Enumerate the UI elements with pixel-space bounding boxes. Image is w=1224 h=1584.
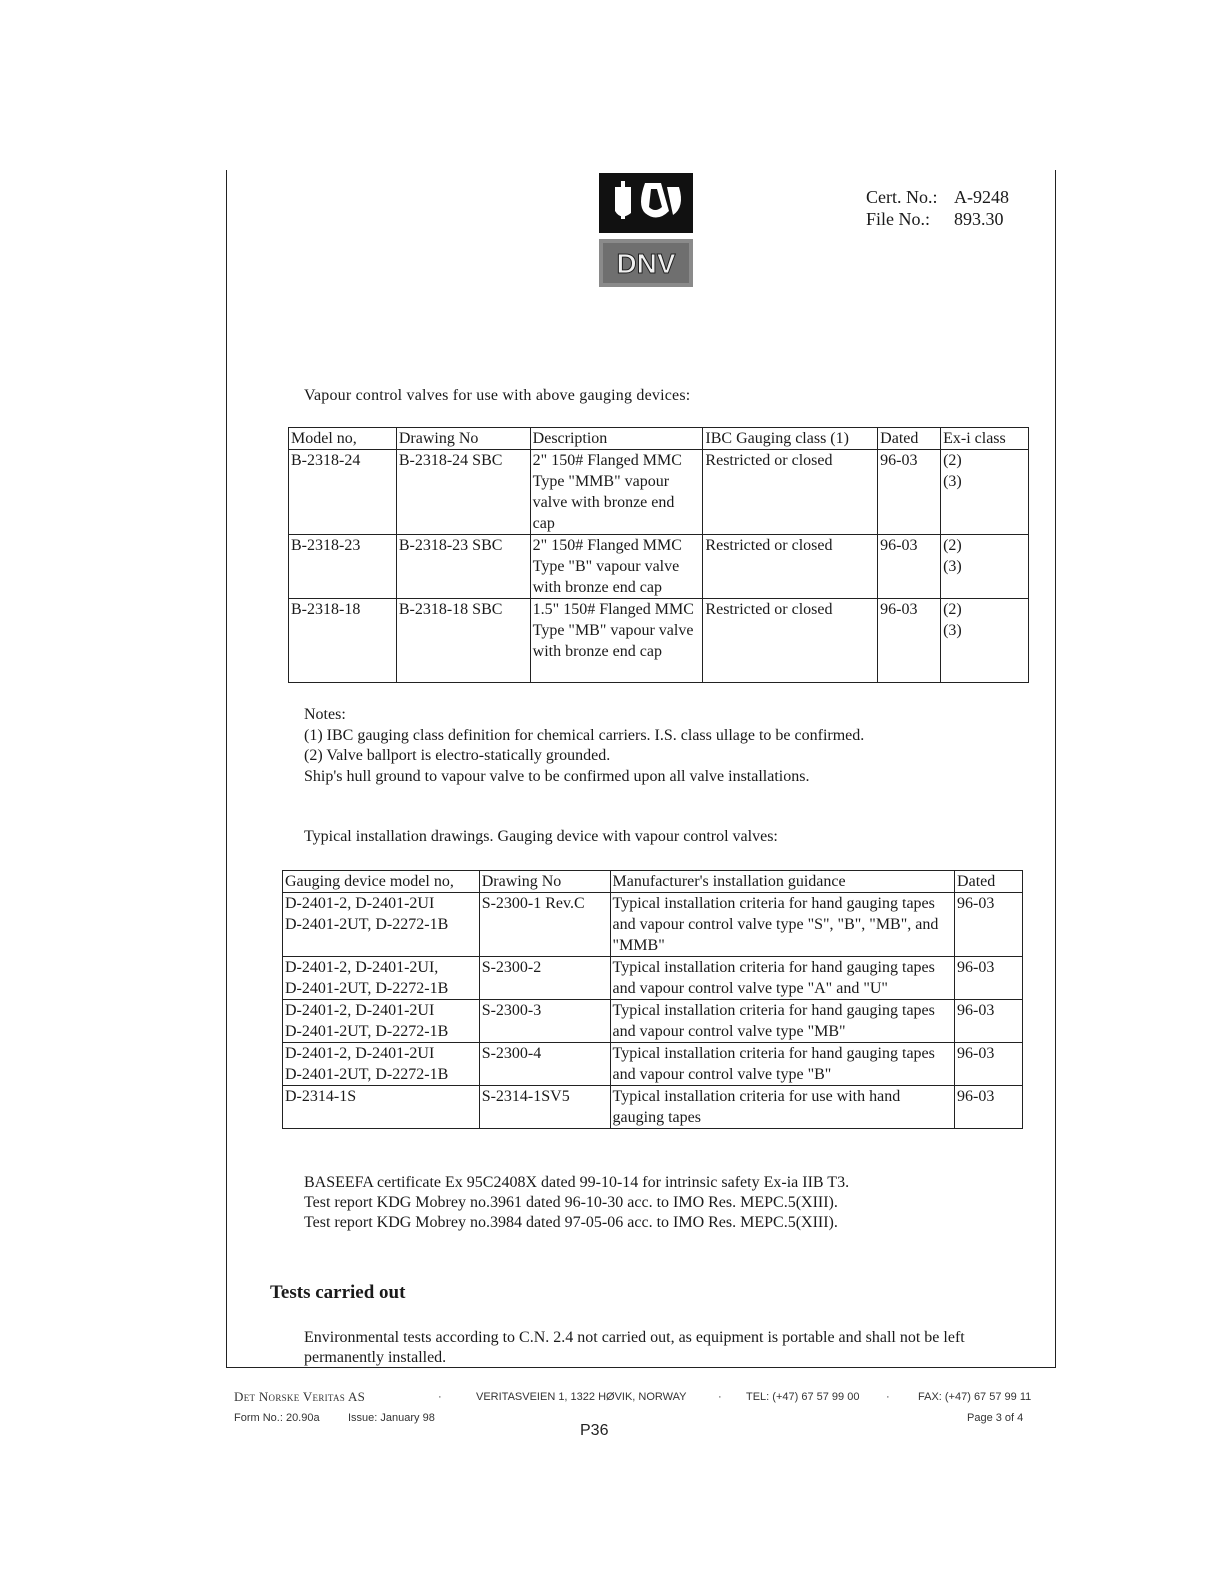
- table-row: [283, 1043, 1023, 1086]
- col-dated: Dated: [878, 428, 941, 450]
- col-description: Description: [530, 428, 703, 450]
- file-no-value: 893.30: [954, 209, 1004, 229]
- cell-drawing: S-2300-4: [479, 1043, 610, 1086]
- tests-section-text: Environmental tests according to C.N. 2.4 not carried out, as equipment is portable and shall not be left permanently installed.: [304, 1329, 965, 1366]
- cell-model: D-2401-2, D-2401-2UI D-2401-2UT, D-2272-1B: [283, 893, 480, 957]
- col-dated: Dated: [955, 871, 1023, 893]
- footer-separator: ·: [438, 1391, 442, 1403]
- cell-model: D-2401-2, D-2401-2UI D-2401-2UT, D-2272-1B: [283, 1043, 480, 1086]
- cell-drawing: S-2300-1 Rev.C: [479, 893, 610, 957]
- footer-issue: Issue: January 98: [348, 1412, 435, 1424]
- file-no-label: File No.:: [866, 209, 931, 229]
- cell-guidance: Typical installation criteria for use with hand gauging tapes: [610, 1086, 954, 1129]
- cell-drawing: B-2318-24 SBC: [396, 450, 530, 535]
- page-frame-right: [1055, 170, 1056, 1368]
- cell-exi: (2) (3): [941, 450, 1029, 535]
- table-row: [283, 1086, 1023, 1129]
- footer-separator: ·: [718, 1391, 722, 1403]
- cell-dated: 96-03: [955, 957, 1023, 1000]
- valve-table: [288, 427, 1029, 683]
- cell-model: D-2401-2, D-2401-2UI, D-2401-2UT, D-2272-1B: [283, 957, 480, 1000]
- cell-drawing: S-2300-2: [479, 957, 610, 1000]
- cell-ibc: Restricted or closed: [703, 450, 878, 535]
- certificate-line: BASEEFA certificate Ex 95C2408X dated 99-10-14 for intrinsic safety Ex-ia IIB T3.: [304, 1174, 850, 1191]
- cell-dated: 96-03: [878, 599, 941, 683]
- cell-drawing: S-2314-1SV5: [479, 1086, 610, 1129]
- table-row: [289, 450, 1029, 535]
- certificate-line: Test report KDG Mobrey no.3961 dated 96-10-30 acc. to IMO Res. MEPC.5(XIII).: [304, 1194, 838, 1211]
- notes-title: Notes:: [304, 706, 346, 723]
- table-row: [283, 957, 1023, 1000]
- cell-dated: 96-03: [878, 535, 941, 599]
- table-row: [289, 535, 1029, 599]
- cell-guidance: Typical installation criteria for hand gauging tapes and vapour control valve type "S", "B", "MB", and "MMB": [610, 893, 954, 957]
- table-row: [283, 1000, 1023, 1043]
- cell-ibc: Restricted or closed: [703, 599, 878, 683]
- cell-model: B-2318-24: [289, 450, 397, 535]
- cell-guidance: Typical installation criteria for hand gauging tapes and vapour control valve type "A" and "U": [610, 957, 954, 1000]
- valve-intro-text: Vapour control valves for use with above gauging devices:: [304, 387, 691, 404]
- col-exi: Ex-i class: [941, 428, 1029, 450]
- cell-dated: 96-03: [878, 450, 941, 535]
- col-ibc: IBC Gauging class (1): [703, 428, 878, 450]
- certificates-block: [304, 1173, 849, 1233]
- cell-guidance: Typical installation criteria for hand gauging tapes and vapour control valve type "MB": [610, 1000, 954, 1043]
- cell-description: 2" 150# Flanged MMC Type "MMB" vapour valve with bronze end cap: [530, 450, 703, 535]
- gauge-table-header: [283, 871, 1023, 893]
- cell-description: 2" 150# Flanged MMC Type "B" vapour valve with bronze end cap: [530, 535, 703, 599]
- col-drawing: Drawing No: [479, 871, 610, 893]
- col-guidance: Manufacturer's installation guidance: [610, 871, 954, 893]
- footer-separator: ·: [886, 1391, 890, 1403]
- cell-dated: 96-03: [955, 1000, 1023, 1043]
- cell-description: 1.5" 150# Flanged MMC Type "MB" vapour valve with bronze end cap: [530, 599, 703, 683]
- svg-text:DNV: DNV: [616, 248, 676, 279]
- cell-dated: 96-03: [955, 1043, 1023, 1086]
- cell-model: D-2314-1S: [283, 1086, 480, 1129]
- footer-tel: TEL: (+47) 67 57 99 00: [746, 1391, 860, 1403]
- valve-table-header: [289, 428, 1029, 450]
- footer-address: VERITASVEIEN 1, 1322 HØVIK, NORWAY: [476, 1391, 687, 1403]
- note-line: (1) IBC gauging class definition for chemical carriers. I.S. class ullage to be confirmed.: [304, 726, 865, 744]
- cell-drawing: B-2318-18 SBC: [396, 599, 530, 683]
- cell-ibc: Restricted or closed: [703, 535, 878, 599]
- cert-block: [866, 186, 1009, 230]
- cell-drawing: B-2318-23 SBC: [396, 535, 530, 599]
- col-gauging-model: Gauging device model no,: [283, 871, 480, 893]
- tests-section-title: Tests carried out: [270, 1282, 406, 1303]
- note-line: (2) Valve ballport is electro-statically grounded.: [304, 747, 611, 764]
- cell-drawing: S-2300-3: [479, 1000, 610, 1043]
- page-label: P36: [580, 1422, 609, 1439]
- cell-model: D-2401-2, D-2401-2UI D-2401-2UT, D-2272-1B: [283, 1000, 480, 1043]
- col-model: Model no,: [289, 428, 397, 450]
- typical-installation-text: Typical installation drawings. Gauging device with vapour control valves:: [304, 828, 778, 845]
- cell-model: B-2318-18: [289, 599, 397, 683]
- footer-fax: FAX: (+47) 67 57 99 11: [918, 1391, 1032, 1403]
- dnv-logo: [599, 173, 693, 287]
- footer-company: Det Norske Veritas AS: [234, 1389, 366, 1404]
- page-frame-left: [226, 170, 227, 1368]
- cell-dated: 96-03: [955, 1086, 1023, 1129]
- footer-page-number: Page 3 of 4: [967, 1412, 1024, 1424]
- cert-no-value: A-9248: [954, 187, 1009, 207]
- gauging-device-table: [282, 870, 1023, 1129]
- certificate-line: Test report KDG Mobrey no.3984 dated 97-05-06 acc. to IMO Res. MEPC.5(XIII).: [304, 1214, 838, 1231]
- cell-exi: (2) (3): [941, 599, 1029, 683]
- note-line: Ship's hull ground to vapour valve to be confirmed upon all valve installations.: [304, 767, 810, 785]
- col-drawing: Drawing No: [396, 428, 530, 450]
- cell-dated: 96-03: [955, 893, 1023, 957]
- table-row: [289, 599, 1029, 683]
- cert-no-label: Cert. No.:: [866, 187, 938, 207]
- notes-block: [304, 705, 864, 787]
- cell-guidance: Typical installation criteria for hand gauging tapes and vapour control valve type "B": [610, 1043, 954, 1086]
- cell-model: B-2318-23: [289, 535, 397, 599]
- cell-exi: (2) (3): [941, 535, 1029, 599]
- footer-form-no: Form No.: 20.90a: [234, 1412, 320, 1424]
- table-row: [283, 893, 1023, 957]
